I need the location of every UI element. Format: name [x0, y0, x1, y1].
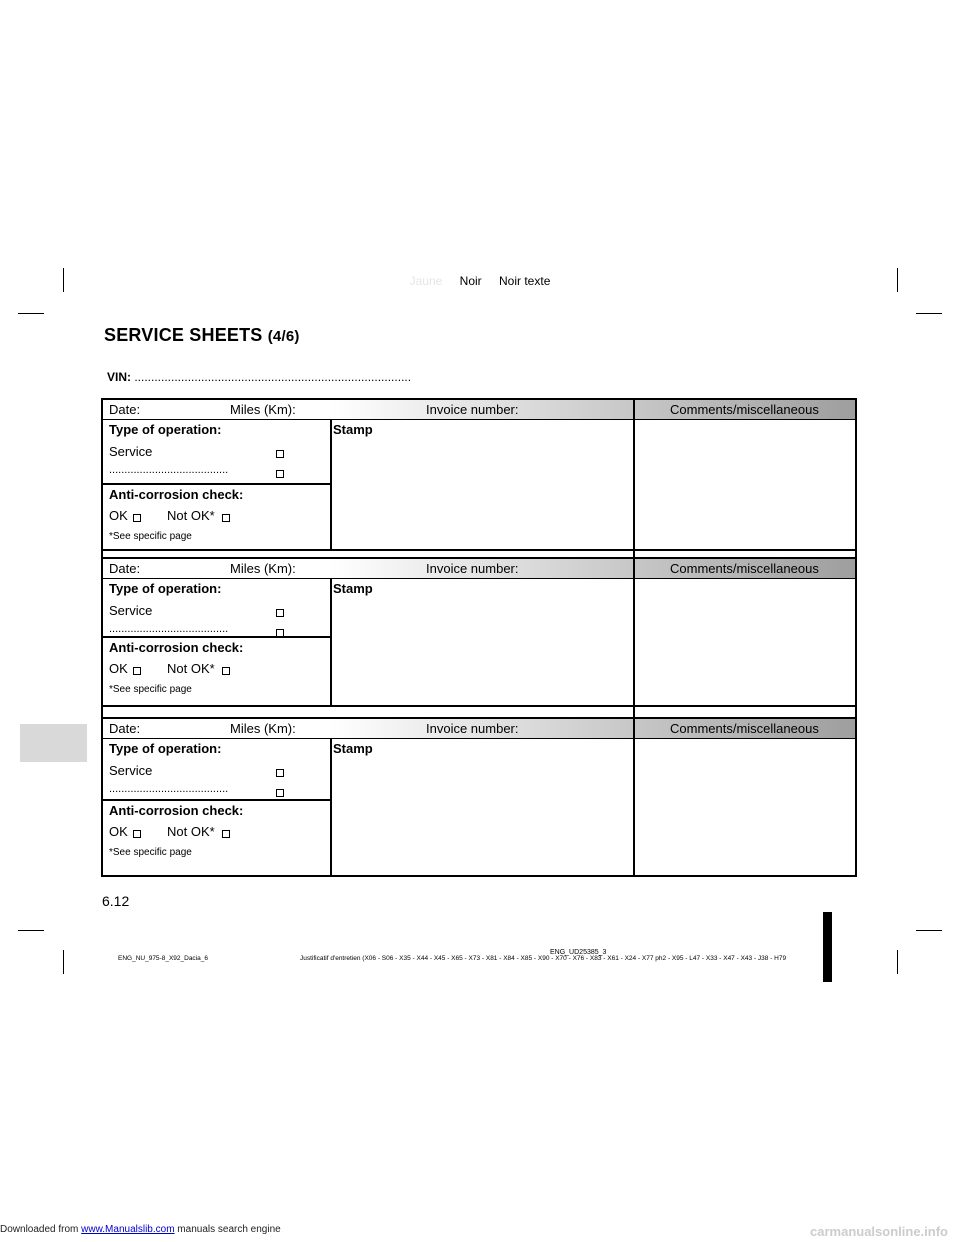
sheet-header	[103, 559, 855, 579]
divider	[633, 559, 635, 705]
other-dots: .......................................	[109, 464, 229, 476]
crop-mark	[897, 950, 898, 974]
date-label: Date:	[109, 721, 141, 736]
other-dots: .......................................	[109, 623, 229, 635]
service-sheet	[101, 717, 857, 877]
miles-label: Miles (Km):	[230, 561, 296, 576]
divider	[330, 738, 332, 875]
see-note: *See specific page	[109, 847, 192, 858]
not-ok-checkbox[interactable]	[222, 667, 230, 675]
service-checkbox[interactable]	[276, 769, 284, 777]
see-note: *See specific page	[109, 531, 192, 542]
crop-mark	[63, 950, 64, 974]
download-note	[0, 1224, 281, 1235]
not-ok-label: Not OK*	[167, 508, 215, 523]
comments-label: Comments/miscellaneous	[670, 721, 819, 736]
color-label-noir: Noir	[459, 274, 482, 288]
crop-mark	[18, 313, 44, 314]
download-suffix: manuals search engine	[174, 1224, 281, 1235]
color-label-jaune: Jaune	[409, 274, 443, 288]
divider	[633, 707, 635, 717]
divider	[633, 400, 635, 549]
ok-label: OK	[109, 508, 128, 523]
service-sheet	[101, 557, 857, 707]
footer-right: Justificatif d'entretien (X06 - S06 - X35 - X44 - X45 - X65 - X73 - X81 - X84 - X85 - X90 - X70 - X76 - X83 - X61 - X24 - X77 ph2 - X95 - L47 - X33 - X47 - X43 - J38 - H79	[300, 955, 787, 962]
crop-mark	[916, 930, 942, 931]
page-number: 6.12	[102, 893, 130, 909]
service-label: Service	[109, 444, 153, 459]
vin-dots: ...................................................................................	[134, 370, 412, 384]
page-title-sub: (4/6)	[267, 328, 300, 345]
vin-label: VIN:	[107, 370, 131, 384]
service-label: Service	[109, 763, 153, 778]
type-label: Type of operation:	[109, 581, 222, 596]
sheet-header	[103, 400, 855, 420]
vin-line	[107, 370, 411, 384]
color-label-noir-texte: Noir texte	[499, 274, 551, 288]
miles-label: Miles (Km):	[230, 721, 296, 736]
divider	[103, 799, 331, 801]
invoice-label: Invoice number:	[426, 561, 519, 576]
stamp-label: Stamp	[333, 741, 373, 756]
other-checkbox[interactable]	[276, 789, 284, 797]
comments-label: Comments/miscellaneous	[670, 402, 819, 417]
not-ok-label: Not OK*	[167, 661, 215, 676]
service-checkbox[interactable]	[276, 609, 284, 617]
page-title	[104, 325, 300, 346]
not-ok-label: Not OK*	[167, 824, 215, 839]
anti-label: Anti-corrosion check:	[109, 487, 244, 502]
divider	[103, 636, 331, 638]
footer-code: ENG_UD25385_3	[550, 949, 607, 956]
anti-label: Anti-corrosion check:	[109, 803, 244, 818]
type-label: Type of operation:	[109, 741, 222, 756]
divider	[633, 719, 635, 875]
ok-checkbox[interactable]	[133, 514, 141, 522]
invoice-label: Invoice number:	[426, 721, 519, 736]
crop-mark	[18, 930, 44, 931]
other-checkbox[interactable]	[276, 470, 284, 478]
download-prefix: Downloaded from	[0, 1224, 79, 1235]
divider	[103, 483, 331, 485]
section-tab	[20, 724, 87, 762]
type-label: Type of operation:	[109, 422, 222, 437]
comments-label: Comments/miscellaneous	[670, 561, 819, 576]
anti-label: Anti-corrosion check:	[109, 640, 244, 655]
invoice-label: Invoice number:	[426, 402, 519, 417]
sheet-header	[103, 719, 855, 739]
other-dots: .......................................	[109, 783, 229, 795]
other-checkbox[interactable]	[276, 629, 284, 637]
ok-checkbox[interactable]	[133, 667, 141, 675]
stamp-label: Stamp	[333, 422, 373, 437]
ok-label: OK	[109, 824, 128, 839]
date-label: Date:	[109, 402, 141, 417]
not-ok-checkbox[interactable]	[222, 514, 230, 522]
ok-label: OK	[109, 661, 128, 676]
date-label: Date:	[109, 561, 141, 576]
footer-bar	[823, 912, 832, 982]
service-sheet	[101, 398, 857, 551]
download-link[interactable]: www.Manualslib.com	[81, 1224, 175, 1235]
crop-mark	[916, 313, 942, 314]
service-checkbox[interactable]	[276, 450, 284, 458]
miles-label: Miles (Km):	[230, 402, 296, 417]
not-ok-checkbox[interactable]	[222, 830, 230, 838]
sheet-spacer	[101, 707, 857, 717]
ok-checkbox[interactable]	[133, 830, 141, 838]
print-color-labels	[0, 274, 960, 288]
footer-left: ENG_NU_975-8_X92_Dacia_6	[118, 955, 208, 962]
see-note: *See specific page	[109, 684, 192, 695]
stamp-label: Stamp	[333, 581, 373, 596]
page-title-main: SERVICE SHEETS	[104, 325, 263, 345]
watermark: carmanualsonline.info	[810, 1224, 948, 1239]
service-label: Service	[109, 603, 153, 618]
divider	[330, 578, 332, 705]
